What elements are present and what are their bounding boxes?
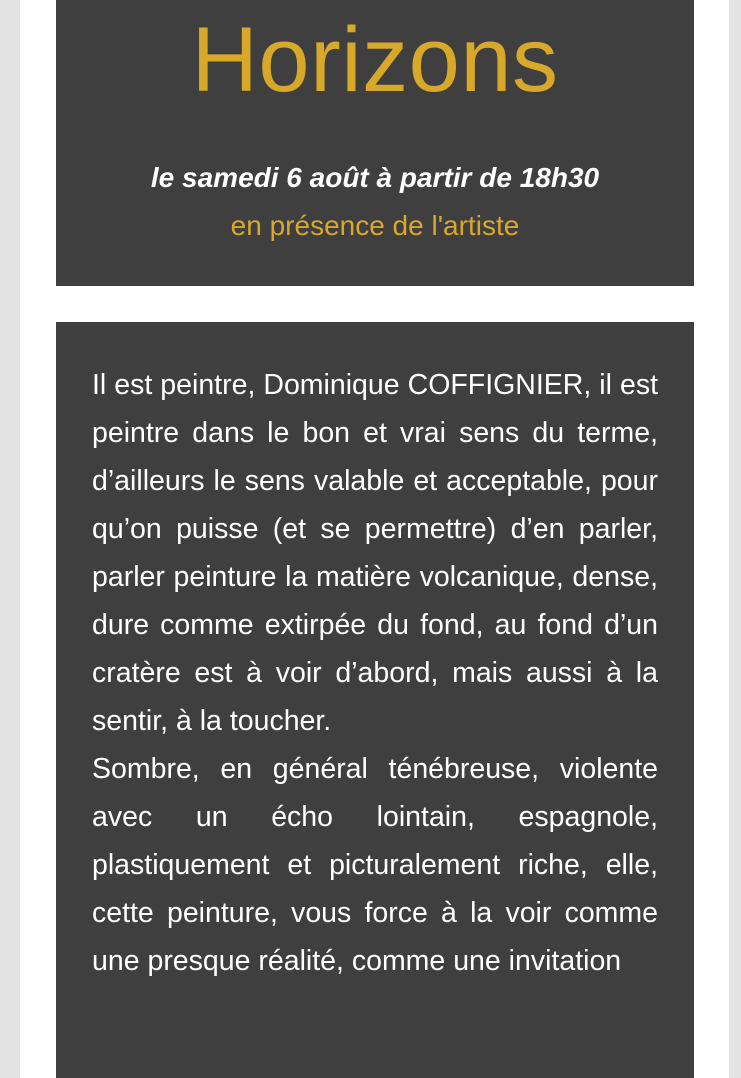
article-paragraph: Sombre, en général ténébreuse, violente avec un écho lointain, espagnole, plastiquement et picturalement riche, elle, cette peinture, vous force à la voir comme une presque réalité, comme une invitation — [92, 753, 658, 977]
article-panel — [56, 322, 694, 1078]
article-paragraph: Il est peintre, Dominique COFFIGNIER, il est peintre dans le bon et vrai sens du terme, d’ailleurs le sens valable et acceptable, pour qu’on puisse (et se permettre) d’en parler, parler peinture la matière volcanique, dense, dure comme extirpée du fond, au fond d’un cratère est à voir d’abord, mais aussi à la sentir, à la toucher. — [92, 369, 658, 737]
event-date: le samedi 6 août à partir de 18h30 — [150, 162, 600, 193]
event-header — [56, 0, 694, 286]
article-body — [92, 361, 658, 985]
artist-presence-note: en présence de l'artiste — [230, 210, 520, 241]
page-container — [20, 0, 729, 1078]
exhibition-title: Horizons — [191, 9, 559, 111]
